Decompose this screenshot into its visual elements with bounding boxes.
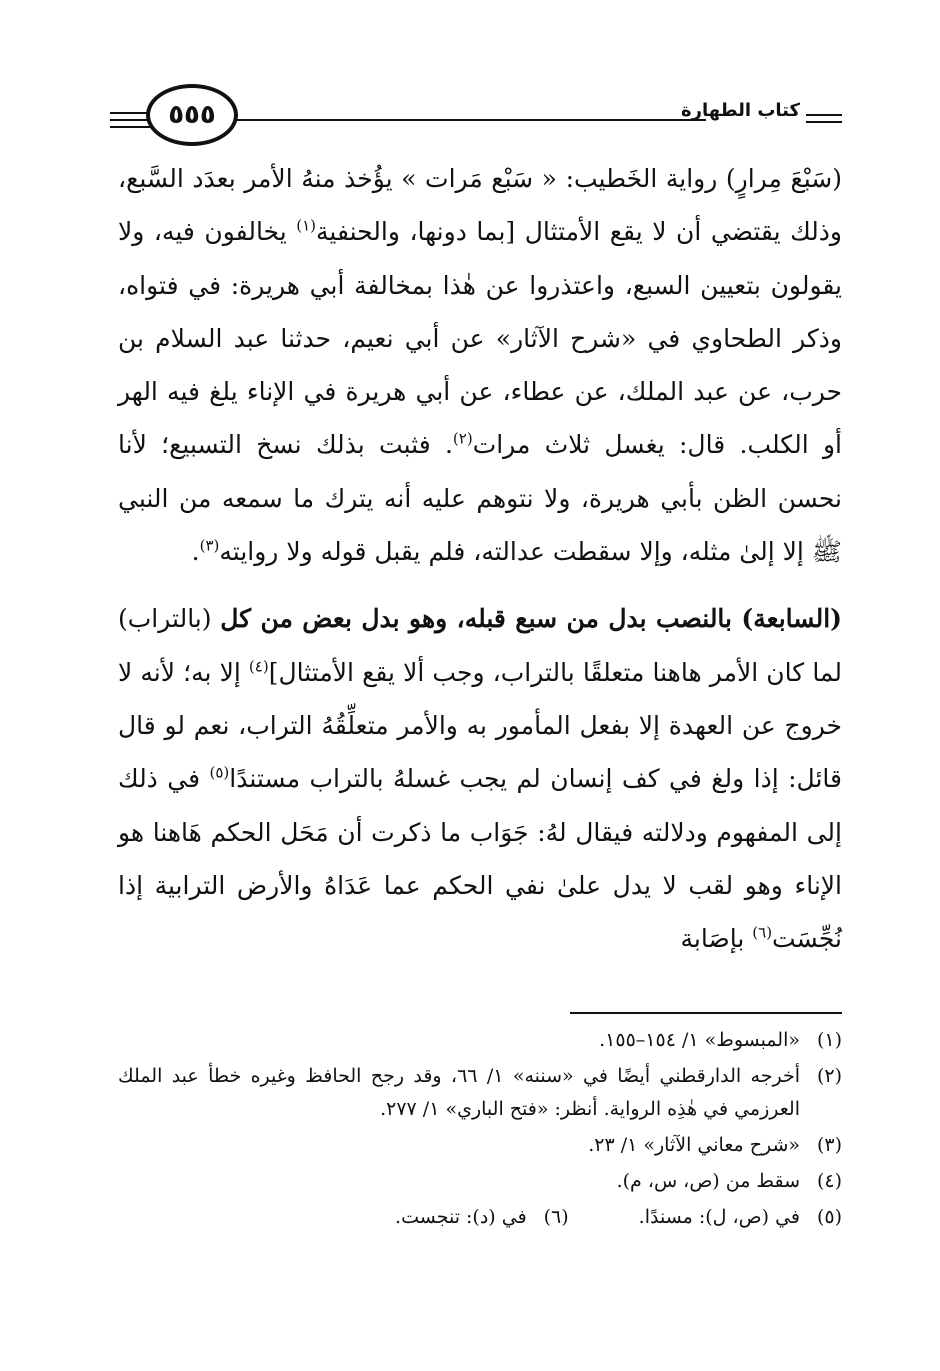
- footnote-item: [118, 1165, 842, 1198]
- footnotes: [118, 1024, 842, 1237]
- header-rule-left: [110, 126, 150, 128]
- text-line: أبي هريرة: في فتواه، وذكر الطحاوي في «شرح الآثار» عن أبي نعيم،: [118, 270, 842, 353]
- book-title: كتاب الطهارة: [680, 100, 800, 121]
- footnote-number: (٥): [816, 1206, 842, 1228]
- footnote-item: [118, 1060, 842, 1126]
- text-line: (السابعة) بالنصب بدل من سبع قبله، وهو بدل بعض من كل: [220, 604, 842, 634]
- text-line: في ذلك إلى المفهوم ودلالته فيقال لهُ:: [118, 764, 842, 847]
- footnote-ref[interactable]: (٣): [199, 536, 220, 555]
- footnote-text: سقط من (ص، س، م).: [616, 1170, 800, 1192]
- footnote-ref[interactable]: (٦): [752, 923, 773, 942]
- header-rule-left: [110, 112, 150, 114]
- footnote-text: «المبسوط» ١/ ١٥٤–١٥٥.: [599, 1029, 800, 1051]
- footnote-separator: [570, 1012, 842, 1014]
- page-header: [110, 78, 842, 158]
- header-rule-right: [806, 114, 842, 116]
- footnote-number: (١): [816, 1029, 842, 1051]
- footnote-text: في (ص، ل): مسندًا.: [638, 1206, 800, 1228]
- text-line: الأمتثال]: [268, 657, 354, 687]
- footnote-ref[interactable]: (٤): [248, 657, 269, 676]
- paragraph-2: [118, 592, 842, 965]
- text-line: السَّبع، وذلك يقتضي أن لا يقع الأمتثال [بما دونها، والحنفية: [118, 164, 842, 247]
- text-line: جَوَاب ما ذكرت أن مَحَل الحكم هَاهنا هو الإناء وهو لقب لا يدل: [118, 817, 842, 900]
- footnote-text: في (د): تنجست.: [395, 1206, 527, 1228]
- text-line: إلا به؛ لأنه لا خروج عن العهدة إلا بفعل المأمور به: [118, 657, 842, 740]
- footnote-item: [395, 1201, 569, 1237]
- footnote-ref[interactable]: (٢): [452, 430, 473, 449]
- text-line: علىٰ نفي الحكم عما عَدَاهُ والأرض الترابية إذا نُجِّسَت: [118, 870, 842, 954]
- text-line: يخالفون فيه، ولا يقولون بتعيين السبع، واعتذروا عن هٰذا بمخالفة: [118, 217, 842, 300]
- text-line: .: [191, 537, 200, 567]
- page-number-badge: [146, 84, 238, 146]
- header-rule-left: [110, 119, 150, 121]
- text-line: يجب غسلهُ بالتراب مستندًا: [229, 764, 508, 794]
- text-line: حدثنا عبد السلام بن حرب، عن عبد الملك، عن عطاء، عن أبي: [118, 323, 843, 407]
- footnote-number: (٣): [816, 1134, 842, 1156]
- header-rule-center: [236, 119, 706, 121]
- text-line: (سَبْعَ مِرارٍ) رواية الخَطيب: « سَبْع مَرات » يؤُخذ منهُ الأمر بعدَد: [192, 164, 842, 193]
- text-line: .: [444, 430, 453, 460]
- footnote-number: (٦): [543, 1206, 569, 1228]
- text-line: بإصَابة: [680, 924, 753, 954]
- footnote-ref[interactable]: (٥): [209, 763, 230, 782]
- page-number: ٥٥٥: [168, 100, 216, 130]
- footnote-number: (٤): [816, 1170, 842, 1192]
- footnote-ref[interactable]: (١): [296, 216, 316, 235]
- text-line: (بالتراب) لما كان الأمر هاهنا متعلقًا بالتراب، وجب ألا يقع: [118, 604, 843, 687]
- text-line: عدالته، فلم يقبل قوله ولا روايته: [219, 537, 545, 567]
- footnote-item: [639, 1201, 842, 1234]
- text-line: فثبت بذلك نسخ التسبيع؛ لأنا نحسن الظن بأبي هريرة، ولا نتوهم: [118, 430, 843, 513]
- text-line: هريرة في الإناء يلغ فيه الهر أو الكلب. قال: يغسل ثلاث مرات: [118, 377, 842, 460]
- footnote-text: «شرح معاني الآثار» ١/ ٢٣.: [588, 1134, 800, 1156]
- text-line: والأمر متعلِّقُهُ التراب، نعم لو قال قائل: إذا ولغ في كف إنسان لم: [118, 710, 842, 794]
- paragraph-1: [118, 152, 842, 578]
- footnote-item: [118, 1129, 842, 1162]
- text-line: عليه أنه يترك ما سمعه من النبي ﷺ إلا إلىٰ مثله، وإلا سقطت: [118, 483, 842, 567]
- footnote-number: (٢): [816, 1065, 842, 1087]
- footnote-text: أخرجه الدارقطني أيضًا في «سننه» ١/ ٦٦، وقد رجح الحافظ وغيره خطأ عبد الملك العرزمي في هٰذِه الرواية. أنظر: «فتح الباري» ١/ ٢٧٧.: [118, 1065, 800, 1120]
- footnote-item: [118, 1024, 842, 1057]
- footnote-row: [118, 1201, 842, 1237]
- main-text: [118, 152, 842, 965]
- header-rule-right: [806, 121, 842, 123]
